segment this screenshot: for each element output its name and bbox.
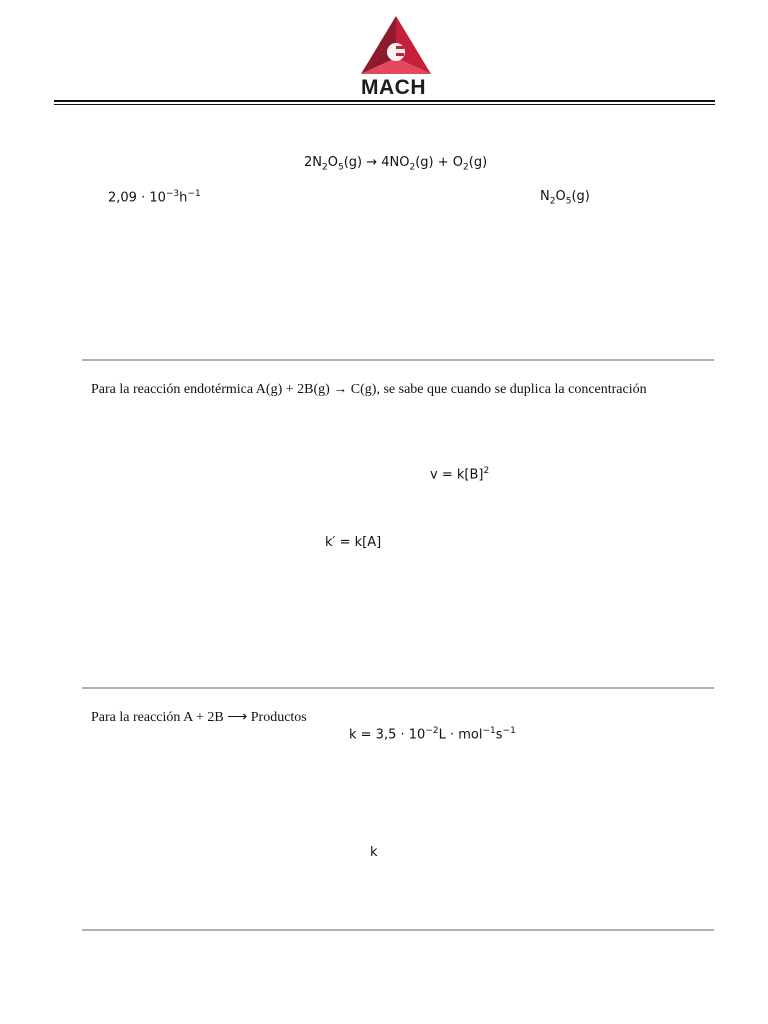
- rate-constant-value: $2,09 \cdot 10^{-3}h^{-1}$: [108, 189, 201, 206]
- header-rule: [54, 100, 715, 102]
- rate-constant-value: $k = 3,5 \cdot 10^{-2}L \cdot mol^{-1}s^{-1}$: [349, 726, 516, 743]
- mach-logo-icon: [359, 16, 433, 78]
- rate-law-equation: $v = k[B]^2$: [430, 466, 490, 483]
- question-intro: Para la reacción endotérmica A(g) + 2B(g) → C(g), se sabe que cuando se duplica la concentración: [91, 382, 647, 397]
- pseudo-rate-constant: k′ = k[A]: [325, 535, 382, 550]
- section-divider: [82, 687, 714, 689]
- question-intro: Para la reacción A + 2B ⟶ Productos: [91, 710, 307, 725]
- rate-constant-symbol: k: [370, 845, 378, 860]
- logo-wordmark: MACH: [361, 76, 426, 99]
- section-divider: [82, 929, 714, 931]
- logo-emblem-circle: [387, 43, 405, 61]
- header-rule-secondary: [54, 104, 715, 105]
- logo-emblem-bar: [396, 53, 404, 56]
- section-divider: [82, 359, 714, 361]
- species-formula: $N_2O_5(g)$: [540, 189, 590, 207]
- reaction-equation: $2N_2O_5(g) \to 4NO_2(g) + O_2(g)$: [304, 155, 488, 173]
- logo-emblem-bar: [396, 46, 404, 49]
